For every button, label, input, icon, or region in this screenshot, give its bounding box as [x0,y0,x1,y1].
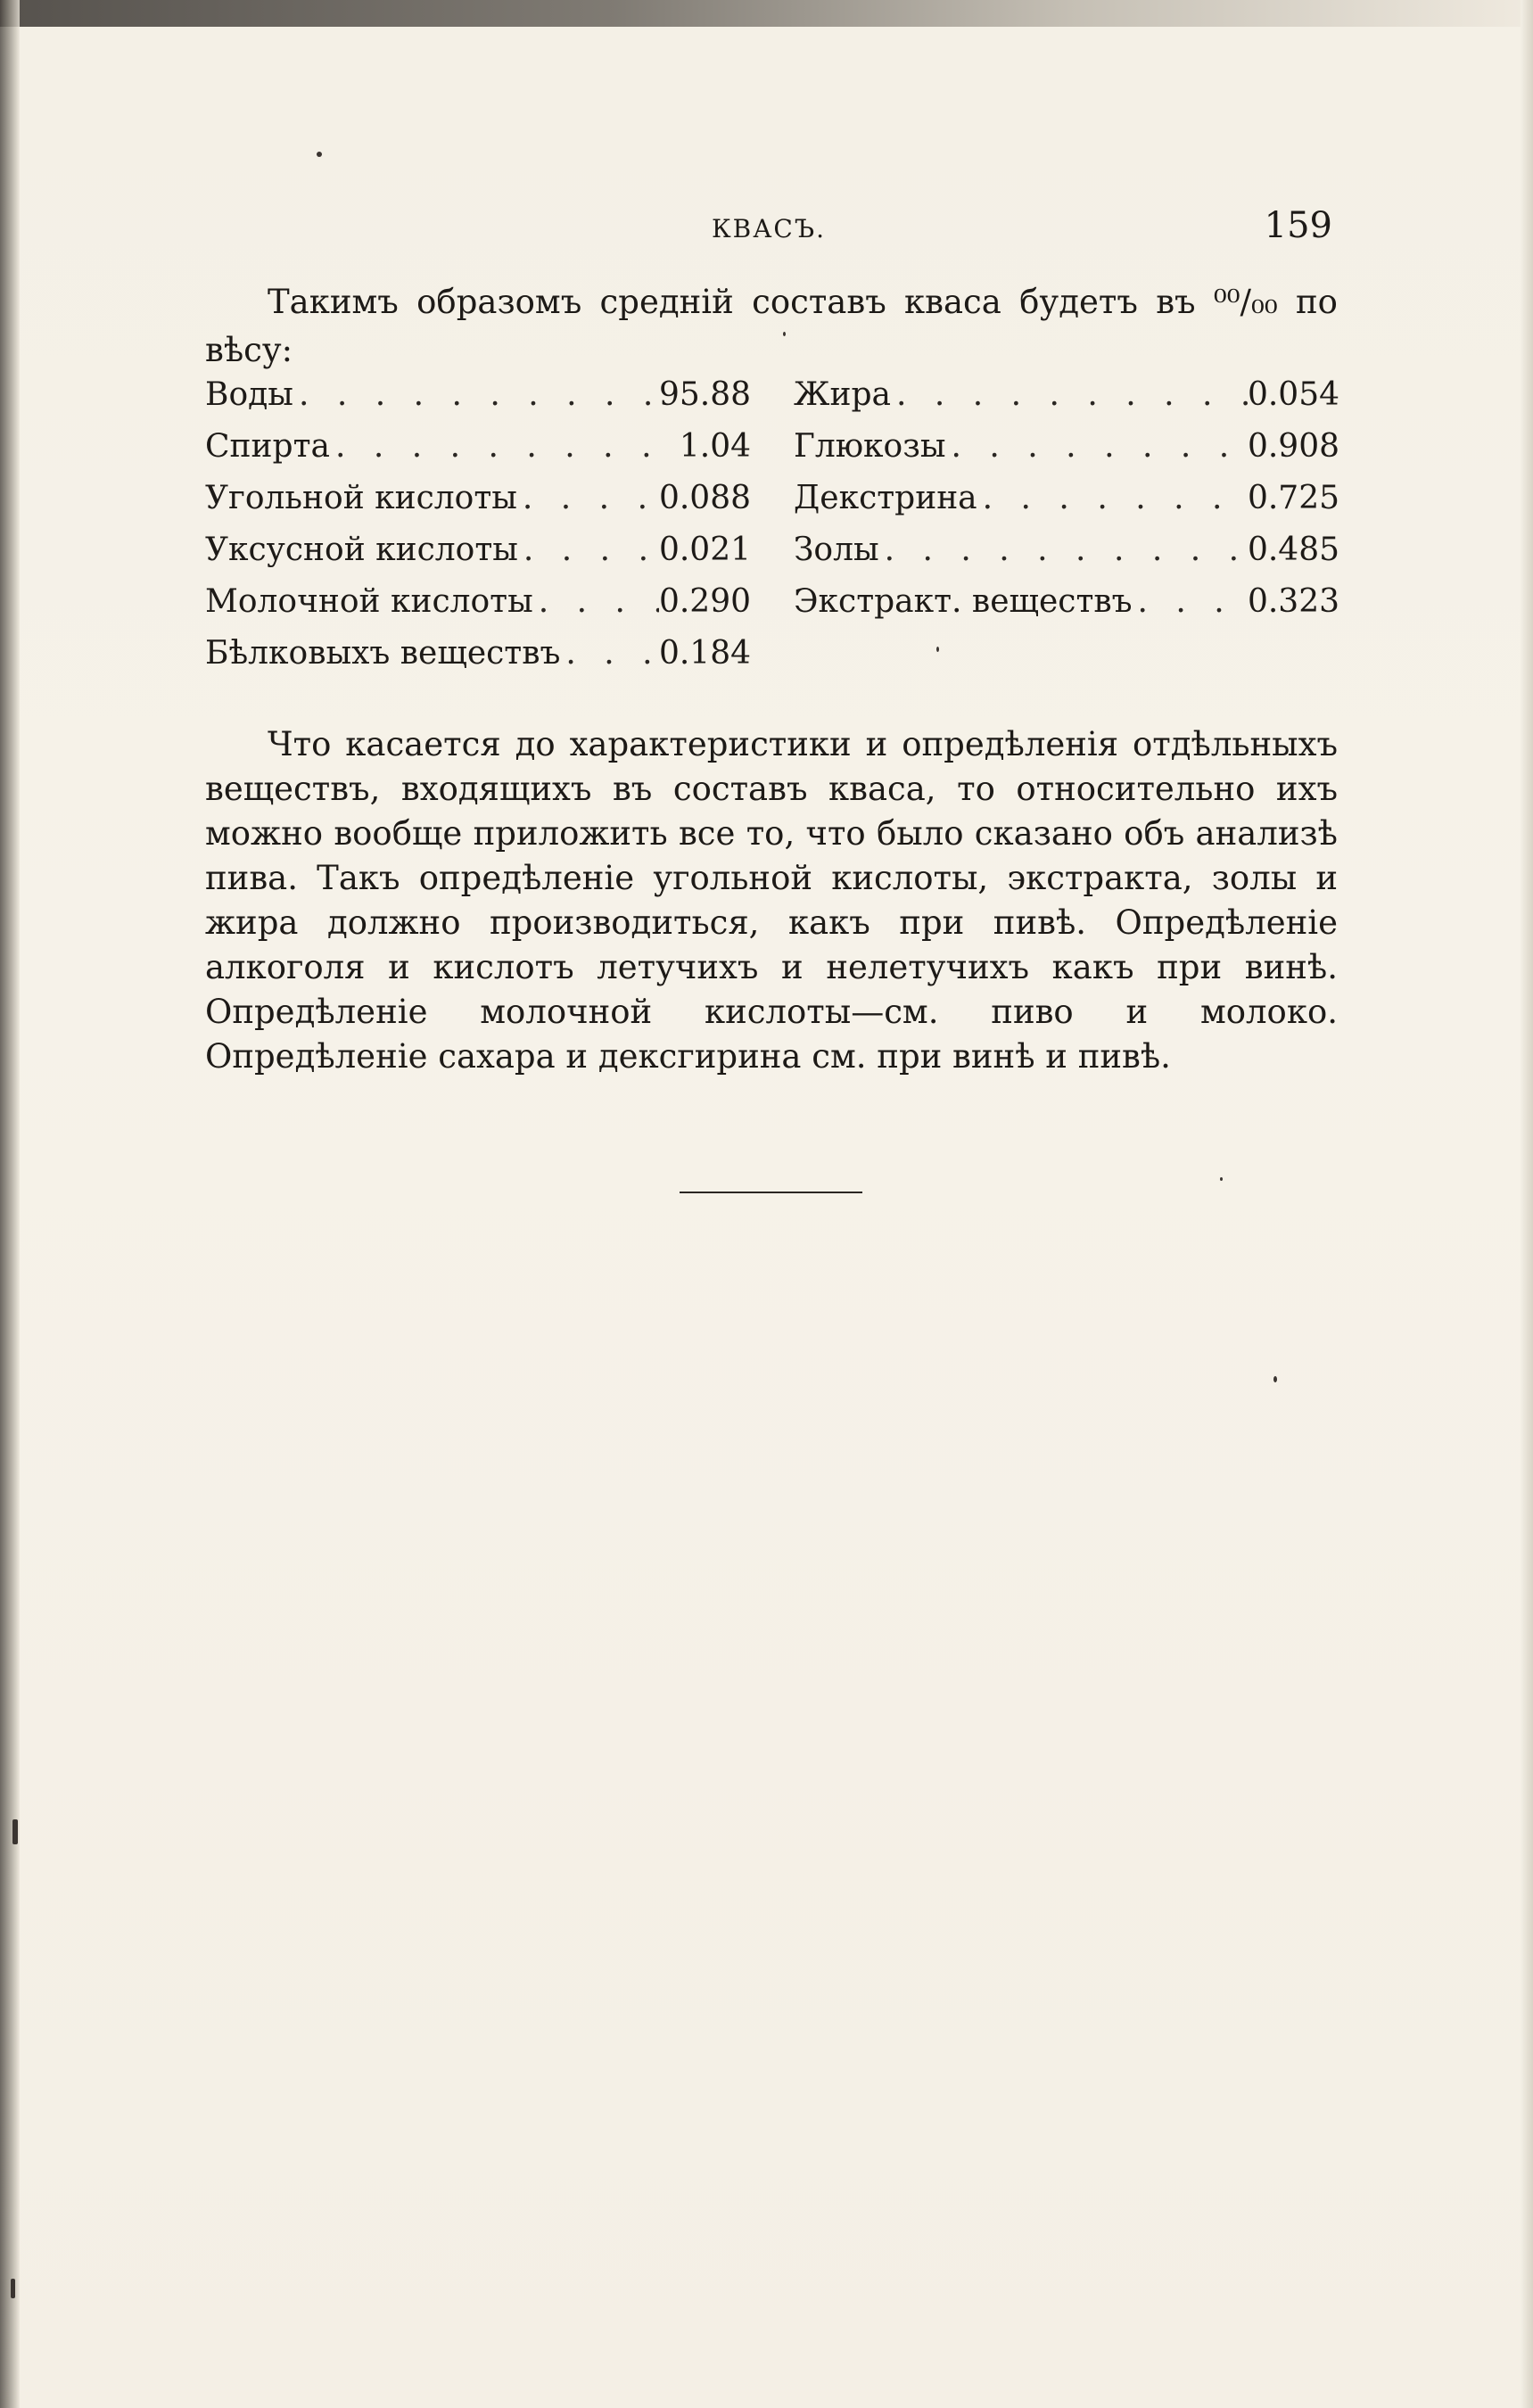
page-top-shadow [0,0,1533,27]
intro-word: будетъ [1019,283,1138,321]
component-value: 0.323 [1247,583,1339,620]
component-value: 0.908 [1247,428,1339,465]
intro-word: ⁰⁰/₀₀ [1213,283,1278,321]
composition-row [205,421,751,473]
component-value: 1.04 [679,428,751,465]
intro-line-2: вѣсу: [205,331,293,369]
component-name: Угольной кислоты [205,480,517,516]
component-name: Золы [794,532,879,568]
print-speck [783,332,786,336]
dot-leader [293,369,659,421]
component-value: 0.184 [658,635,751,672]
dot-leader [330,421,680,473]
print-speck [12,1819,18,1844]
component-value: 0.725 [1247,480,1339,516]
intro-word: средній [599,283,734,321]
component-name: Декстрина [794,480,977,516]
composition-row [794,421,1339,473]
component-value: 0.290 [658,583,751,620]
intro-word: Такимъ [268,283,399,321]
composition-row [794,473,1339,524]
intro-word: составъ [752,283,886,321]
print-speck [936,647,939,652]
component-value: 0.054 [1247,376,1339,413]
composition-row [205,473,751,524]
component-name: Уксусной кислоты [205,532,518,568]
page-number: 159 [1264,205,1332,246]
dot-leader [879,524,1248,576]
component-name: Спирта [205,428,330,465]
component-value: 0.088 [658,480,751,516]
body-paragraph [205,722,1338,1079]
running-head [205,205,1332,259]
component-value: 95.88 [658,376,751,413]
component-name: Глюкозы [794,428,946,465]
dot-leader [977,473,1248,524]
intro-word: по [1296,283,1338,321]
print-speck [1273,1376,1277,1382]
composition-row [205,369,751,421]
running-head-title: КВАСЪ. [711,214,827,243]
composition-right-column [794,369,1339,628]
section-end-rule [680,1192,862,1193]
intro-word: образомъ [416,283,582,321]
dot-leader [1133,576,1248,628]
component-name: Экстракт. веществъ [794,583,1133,620]
component-name: Жира [794,376,891,413]
intro-word: кваса [904,283,1001,321]
component-value: 0.485 [1247,532,1339,568]
dot-leader [533,576,659,628]
composition-row [205,628,751,680]
intro-line-1 [205,278,1338,326]
print-speck [317,152,322,157]
dot-leader [518,524,659,576]
paragraph-text: Что касается до характеристики и опредѣленія отдѣльныхъ веществъ, входящихъ въ составъ кваса, то относительно ихъ можно вообще приложить все то, что было сказано объ анализѣ пива. Такъ опредѣленіе угольной кислоты, экстракта, золы и жира должно производиться, какъ при пивѣ. Опредѣленіе алкоголя и кислотъ летучихъ и нелетучихъ какъ при винѣ. Опредѣленіе молочной кислоты—см. пиво и молоко. Опредѣленіе сахара и дексгирина см. при винѣ и пивѣ. [205,725,1338,1076]
composition-row [794,369,1339,421]
print-speck [11,2279,15,2298]
component-name: Воды [205,376,293,413]
composition-row [205,524,751,576]
component-name: Молочной кислоты [205,583,533,620]
composition-left-column [205,369,751,680]
dot-leader [560,628,659,680]
dot-leader [517,473,659,524]
composition-row [794,576,1339,628]
composition-row [794,524,1339,576]
intro-word: въ [1156,283,1196,321]
composition-row [205,576,751,628]
intro-sentence [205,278,1338,375]
dot-leader [891,369,1248,421]
page-left-shadow [0,0,20,2408]
page-right-edge [1521,0,1533,2408]
dot-leader [946,421,1248,473]
component-name: Бѣлковыхъ веществъ [205,635,561,672]
component-value: 0.021 [658,532,751,568]
print-speck [1220,1177,1223,1181]
